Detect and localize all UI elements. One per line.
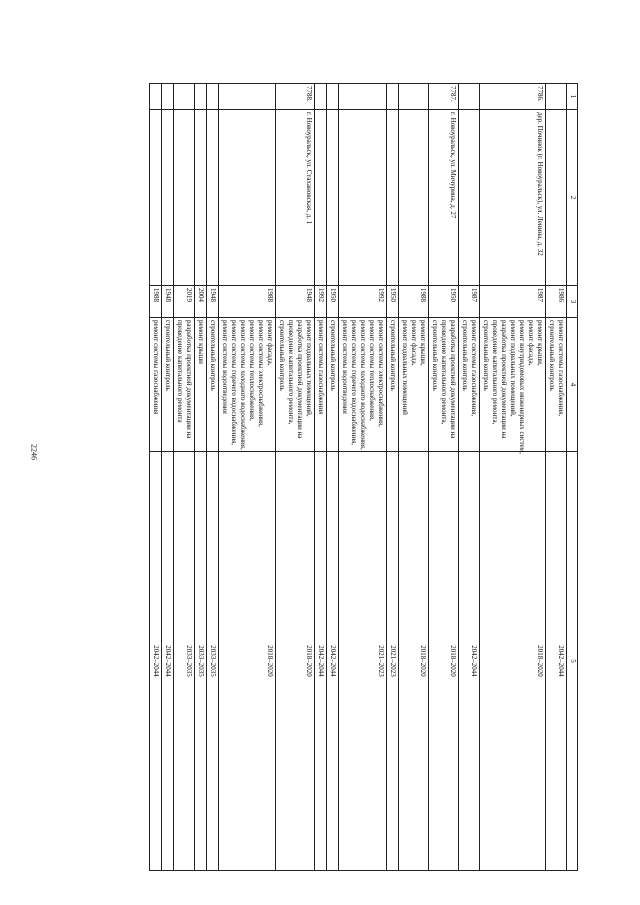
- work-item: ремонт крыши: [197, 320, 205, 364]
- table-row: [162, 84, 174, 871]
- row-number-cell: 7786.: [480, 84, 546, 110]
- work-item: строительный контроль: [389, 320, 397, 391]
- works-cell: [480, 318, 546, 452]
- work-item: проведение капитального ремонта,: [287, 320, 295, 425]
- work-item: ремонт системы теплоснабжения,: [368, 320, 376, 421]
- address-cell: г. Новоуральск, ул. Мичурина, д. 27: [429, 110, 459, 286]
- works-cell: [195, 318, 207, 452]
- work-item: проведение капитального ремонта,: [491, 320, 499, 425]
- address-cell: [174, 110, 195, 286]
- header-row: [567, 84, 578, 871]
- address-cell: [339, 110, 387, 286]
- table-row: [195, 84, 207, 871]
- work-item: ремонт системы водоотведения: [341, 320, 349, 414]
- address-cell: [387, 110, 399, 286]
- work-item: ремонт внутридомовых инженерных систем,: [518, 320, 526, 454]
- work-item: ремонт системы газоснабжения: [152, 320, 160, 415]
- work-item: разработка проектной документации на: [449, 320, 457, 439]
- period-cell: 2042–2044: [546, 452, 567, 871]
- table-row: [207, 84, 219, 871]
- address-cell: [162, 110, 174, 286]
- table-row: [150, 84, 162, 871]
- work-item: строительный контроль: [482, 320, 490, 391]
- work-item: строительный контроль: [164, 320, 172, 391]
- year-cell: 1992: [315, 286, 327, 318]
- works-cell: [315, 318, 327, 452]
- table-row: [327, 84, 339, 871]
- table-body: [150, 84, 567, 871]
- period-cell: 2042–2044: [150, 452, 162, 871]
- period-cell: 2021–2023: [387, 452, 399, 871]
- row-number-cell: [315, 84, 327, 110]
- works-cell: [339, 318, 387, 452]
- work-item: ремонт системы электроснабжения,: [257, 320, 265, 427]
- period-cell: 2042–2044: [315, 452, 327, 871]
- work-item: разработка проектной документации на: [500, 320, 508, 439]
- table-row: [399, 84, 429, 871]
- works-cell: [546, 318, 567, 452]
- works-cell: [459, 318, 480, 452]
- header-cell: 3: [567, 286, 578, 318]
- works-cell: [219, 318, 276, 452]
- year-cell: 1992: [339, 286, 387, 318]
- work-item: строительный контроль: [278, 320, 286, 391]
- year-cell: 1948: [162, 286, 174, 318]
- row-number-cell: [162, 84, 174, 110]
- year-cell: 1988: [219, 286, 276, 318]
- period-cell: 2042–2044: [327, 452, 339, 871]
- work-item: ремонт системы газоснабжения,: [470, 320, 478, 417]
- works-cell: [429, 318, 459, 452]
- period-cell: 2042–2044: [162, 452, 174, 871]
- work-item: строительный контроль: [329, 320, 337, 391]
- row-number-cell: [195, 84, 207, 110]
- address-cell: [399, 110, 429, 286]
- year-cell: 1986: [546, 286, 567, 318]
- work-item: ремонт системы холодного водоснабжения,: [359, 320, 367, 450]
- address-cell: [315, 110, 327, 286]
- table-row: [219, 84, 276, 871]
- work-item: строительный контроль: [461, 320, 469, 391]
- table-row: [459, 84, 480, 871]
- year-cell: 2004: [195, 286, 207, 318]
- row-number-cell: 7787.: [429, 84, 459, 110]
- table-row: [315, 84, 327, 871]
- work-item: строительный контроль: [548, 320, 556, 391]
- work-item: ремонт системы водоотведения: [221, 320, 229, 414]
- period-cell: 2018–2020: [399, 452, 429, 871]
- row-number-cell: [387, 84, 399, 110]
- year-cell: 1987: [459, 286, 480, 318]
- works-cell: [327, 318, 339, 452]
- rotated-table-wrapper: [88, 83, 578, 871]
- works-cell: [399, 318, 429, 452]
- period-cell: 2033–2035: [174, 452, 195, 871]
- row-number-cell: [399, 84, 429, 110]
- year-cell: 1950: [327, 286, 339, 318]
- address-cell: [219, 110, 276, 286]
- year-cell: 1950: [387, 286, 399, 318]
- table-row: [546, 84, 567, 871]
- header-cell: 2: [567, 110, 578, 286]
- row-number-cell: [174, 84, 195, 110]
- works-cell: [387, 318, 399, 452]
- table-row: [480, 84, 546, 871]
- work-item: ремонт системы электроснабжения,: [377, 320, 385, 427]
- year-cell: 1950: [429, 286, 459, 318]
- work-item: ремонт подвальных помещений,: [509, 320, 517, 417]
- address-cell: [546, 110, 567, 286]
- row-number-cell: 7788.: [276, 84, 315, 110]
- page-number: 2246: [29, 444, 39, 460]
- repair-schedule-table: [149, 83, 578, 871]
- table-row: [339, 84, 387, 871]
- work-item: ремонт системы газоснабжения,: [557, 320, 565, 417]
- period-cell: 2042–2044: [459, 452, 480, 871]
- table-row: [276, 84, 315, 871]
- table-row: [387, 84, 399, 871]
- row-number-cell: [219, 84, 276, 110]
- work-item: ремонт системы теплоснабжения,: [248, 320, 256, 421]
- period-cell: 2018–2020: [429, 452, 459, 871]
- work-item: ремонт системы газоснабжения: [317, 320, 325, 415]
- work-item: ремонт фасада,: [410, 320, 418, 366]
- period-cell: 2033–2035: [195, 452, 207, 871]
- work-item: ремонт фасада,: [266, 320, 274, 366]
- works-cell: [174, 318, 195, 452]
- address-cell: [150, 110, 162, 286]
- work-item: ремонт фасада,: [527, 320, 535, 366]
- work-item: ремонт крыши,: [419, 320, 427, 366]
- header-cell: 4: [567, 318, 578, 452]
- works-cell: [207, 318, 219, 452]
- header-cell: 5: [567, 452, 578, 871]
- year-cell: 1988: [150, 286, 162, 318]
- row-number-cell: [150, 84, 162, 110]
- works-cell: [162, 318, 174, 452]
- work-item: ремонт системы холодного водоснабжения,: [239, 320, 247, 450]
- work-item: проведение капитального ремонта: [176, 320, 184, 423]
- address-cell: [327, 110, 339, 286]
- work-item: проведение капитального ремонта,: [440, 320, 448, 425]
- period-cell: 2033–2035: [207, 452, 219, 871]
- works-cell: [276, 318, 315, 452]
- address-cell: г. Новоуральск, ул. Стахановская, д. 1: [276, 110, 315, 286]
- year-cell: 2019: [174, 286, 195, 318]
- period-cell: 2018–2020: [219, 452, 276, 871]
- header-cell: 1: [567, 84, 578, 110]
- year-cell: 1948: [276, 286, 315, 318]
- work-item: ремонт системы горячего водоснабжения,: [230, 320, 238, 446]
- work-item: ремонт подвальных помещений: [401, 320, 409, 415]
- work-item: разработка проектной документации на: [296, 320, 304, 439]
- year-cell: 1948: [207, 286, 219, 318]
- table-row: [174, 84, 195, 871]
- row-number-cell: [327, 84, 339, 110]
- period-cell: 2021–2023: [339, 452, 387, 871]
- address-cell: [207, 110, 219, 286]
- work-item: строительный контроль: [209, 320, 217, 391]
- row-number-cell: [459, 84, 480, 110]
- work-item: ремонт системы горячего водоснабжения,: [350, 320, 358, 446]
- row-number-cell: [207, 84, 219, 110]
- table-row: [429, 84, 459, 871]
- works-cell: [150, 318, 162, 452]
- row-number-cell: [546, 84, 567, 110]
- work-item: строительный контроль: [431, 320, 439, 391]
- year-cell: 1987: [480, 286, 546, 318]
- period-cell: 2018–2020: [276, 452, 315, 871]
- row-number-cell: [339, 84, 387, 110]
- address-cell: [195, 110, 207, 286]
- work-item: разработка проектной документации на: [185, 320, 193, 439]
- address-cell: дер. Починок (г. Новоуральск), ул. Ленина, д. 32: [480, 110, 546, 286]
- address-cell: [459, 110, 480, 286]
- work-item: ремонт крыши,: [536, 320, 544, 366]
- period-cell: 2018–2020: [480, 452, 546, 871]
- work-item: ремонт подвальных помещений,: [305, 320, 313, 417]
- year-cell: 1988: [399, 286, 429, 318]
